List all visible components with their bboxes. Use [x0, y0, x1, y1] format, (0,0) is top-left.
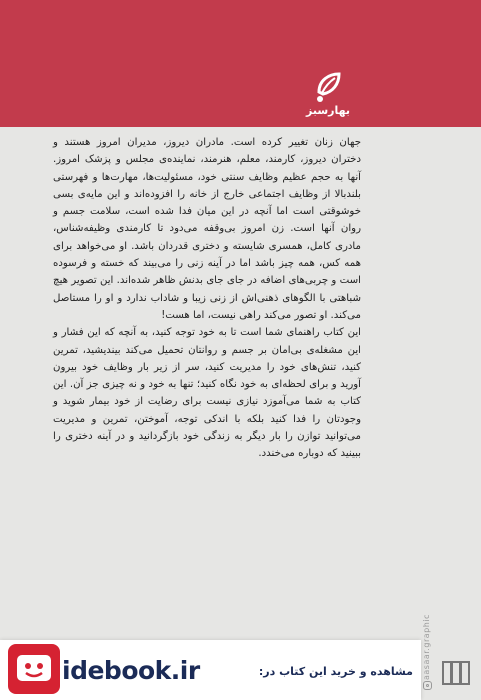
instagram-icon: [423, 681, 432, 690]
book-face-icon: [14, 651, 54, 687]
publisher-mark-icon: [441, 660, 471, 686]
store-banner[interactable]: [0, 640, 421, 700]
cover-top-band: [0, 0, 481, 127]
publisher-name: بهارسبز: [305, 104, 350, 117]
blurb-paragraph-2: این کتاب راهنمای شما است تا به خود توجه کنید، به آنچه که این فشار و این مشغله‌ی بی‌امان بر جسم و روانتان تحمیل می‌کند بیندیشید، تمرین کنید، تنش‌های خود را مدیریت کنید، سر از زیر بار وظایف خود بیرون آورید و برای لحظه‌ای به خود نگاه کنید؛ تنها به خود و نه چیزی جز آن. این کتاب به شما می‌آموزد نیازی نیست برای رضایت از خود بیمار شوید و وجودتان را فدا کنید بلکه با اندکی توجه، آموختن، تمرین و مدیریت می‌توانید توازن را بار دیگر به زندگی خود بازگردانید و در آینه دختری را ببینید که دوباره می‌خندد.: [53, 327, 361, 460]
blurb-paragraph-1: جهان زنان تغییر کرده است. مادران دیروز، مدیران امروز هستند و دختران دیروز، کارمند، معلم، هنرمند، نماینده‌ی مجلس و پزشک امروز. آنها به حجم عظیم وظایف سنتی خود، مسئولیت‌ها، مهارت‌ها و فهرستی بلندبالا از وظایف اجتماعی خارج از خانه را افزوده‌اند و این مایه‌ی بسی خوشوقتی است اما آنچه در این میان فدا شده است، سلامت جسم و روان آنها است. زن امروز بی‌وقفه می‌دود تا کارمندی وظیفه‌شناس، مادری کامل، همسری شایسته و دختری قدردان باشد. او می‌خواهد برای همه کس، همه چیز باشد اما در آینه زنی را می‌بیند که خسته و فرسوده است و چربی‌های اضافه در جای جای بدنش ظاهر شده‌اند. این تصویر هیچ شباهتی با الگوهای ذهنی‌اش از زنی زیبا و شاداب ندارد و او را مستاصل می‌کند. او تصور می‌کند راهی نیست، اما هست!: [53, 137, 361, 321]
designer-credit: [422, 530, 436, 690]
designer-credit-text: aasaar.graphic: [422, 614, 431, 680]
leaf-logo-icon: [313, 70, 343, 104]
store-brand[interactable]: idebook.ir: [62, 656, 200, 685]
store-logo-badge: [8, 644, 60, 694]
store-cta-text: مشاهده و خرید این کتاب در:: [258, 665, 413, 678]
publisher-logo: [305, 70, 351, 124]
back-cover-blurb: [53, 134, 361, 463]
